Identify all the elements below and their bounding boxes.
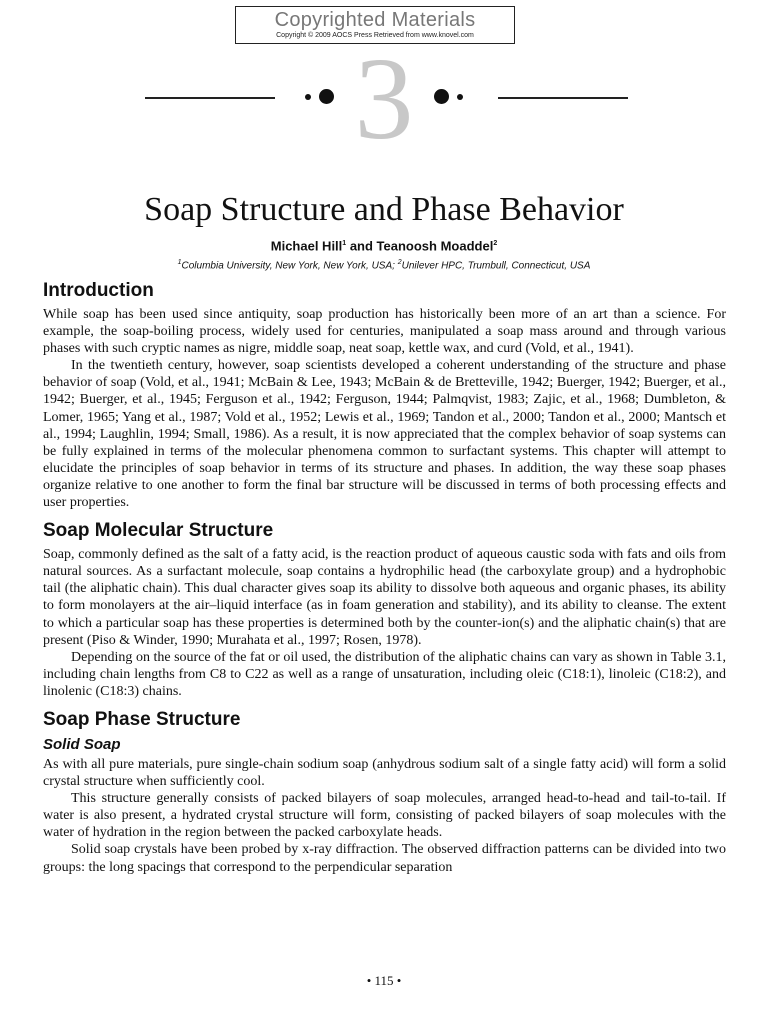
author-connector: and <box>346 238 377 254</box>
molecular-paragraph-2: Depending on the source of the fat or oil used, the distribution of the aliphatic chains can vary as shown in Table 3.1, including chain lengths from C8 to C22 as well as a range of unsaturation, including oleic (C18:1), linoleic (C18:2), and linolenic (C18:3) chains. <box>43 649 726 699</box>
molecular-paragraph-1: Soap, commonly defined as the salt of a fatty acid, is the reaction product of aqueous caustic soda with fats and oils from natural sources. As a surfactant molecule, soap contains a hydrophilic head (the carboxylate group) and a hydrophobic tail (the aliphatic chain). This dual character gives soap its ability to dissolve both aqueous and organic phases, its ability to form monolayers at the air–liquid interface (as in foam generation and stability), and its ability to cleanse. The extent to which a particular soap has these properties is determined both by the counter-ion(s) and the aliphatic chain(s) that are present (Piso & Winder, 1990; Murahata et al., 1997; Rosen, 1978). <box>43 547 726 648</box>
ornament-dot-large-right <box>434 89 449 104</box>
heading-introduction: Introduction <box>43 280 154 301</box>
ornament-rule-left <box>145 97 275 99</box>
phase-paragraph-3: Solid soap crystals have been probed by x-ray diffraction. The observed diffraction patterns can be divided into two groups: the long spacings that correspond to the perpendicular separation <box>43 842 726 875</box>
page-number: • 115 • <box>366 973 402 988</box>
author-line <box>0 236 768 254</box>
body-text <box>43 278 726 876</box>
author-1: Michael Hill <box>270 238 343 254</box>
intro-paragraph-1: While soap has been used since antiquity, soap production has historically been more of an art than a science. For example, the soap-boiling process, widely used for centuries, manipulated a soap mass around and through various phases with such cryptic names as nigre, middle soap, neat soap, kettle wax, and curd (Vold, et al., 1941). <box>43 307 726 357</box>
author-2-marker: 2 <box>493 240 498 247</box>
affiliation-2: Unilever HPC, Trumbull, Connecticut, USA <box>401 260 591 272</box>
ornament-dot-large-left <box>319 89 334 104</box>
affiliation-2-marker: 2 <box>397 259 402 266</box>
affiliation-1-marker: 1 <box>177 259 182 266</box>
watermark-title: Copyrighted Materials <box>274 9 476 31</box>
intro-paragraph-2: In the twentieth century, however, soap scientists developed a coherent understanding of the structure and phase behavior of soap (Vold, et al., 1941; McBain & Lee, 1943; McBain & de Bretteville, 1942; Buerger, 1942; Buerger, et al., 1942; Buerger, et al., 1945; Ferguson et al., 1942; Ferguson, 1944; Palmqvist, 1983; Zajic, et al., 1968; Dumbleton, & Lomer, 1965; Yang et al., 1987; Vold et al., 1952; Lewis et al., 1969; Tandon et al., 2000; Tandon et al., 2000; Mantsch et al., 1994; Laughlin, 1994; Small, 1986). As a result, it is now appreciated that the complex behavior of soap systems can be fully explained in terms of the molecular phenomena common to surfactant systems. This chapter will attempt to elucidate the principles of soap behavior in terms of its structure and phases. In addition, the way these soap phases organize relative to one another to form the final bar structure will be discussed in terms of both processing effects and user properties. <box>43 358 726 511</box>
ornament-rule-right <box>498 97 628 99</box>
author-1-marker: 1 <box>342 240 347 247</box>
heading-molecular-structure: Soap Molecular Structure <box>43 520 274 542</box>
ornament-dot-small-right <box>457 94 463 100</box>
affiliation-1: Columbia University, New York, New York, USA; <box>181 260 398 272</box>
chapter-title: Soap Structure and Phase Behavior <box>144 191 624 228</box>
subheading-solid-soap: Solid Soap <box>43 735 121 753</box>
heading-phase-structure: Soap Phase Structure <box>43 708 241 730</box>
phase-paragraph-2: This structure generally consists of packed bilayers of soap molecules, arranged head-to-head and tail-to-tail. If water is also present, a hydrated crystal structure will form, consisting of packed bilayers of soap molecules with the water of hydration in the region between the packed carboxylate heads. <box>43 791 726 841</box>
author-2: Teanoosh Moaddel <box>376 238 494 254</box>
affiliation-line <box>0 256 768 272</box>
chapter-number: 3 <box>354 33 414 164</box>
watermark-notice: Copyright © 2009 AOCS Press Retrieved from www.knovel.com <box>276 32 474 39</box>
ornament-dot-small-left <box>305 94 311 100</box>
phase-paragraph-1: As with all pure materials, pure single-chain sodium soap (anhydrous sodium salt of a single fatty acid) will form a solid crystal structure when sufficiently cool. <box>43 756 726 790</box>
